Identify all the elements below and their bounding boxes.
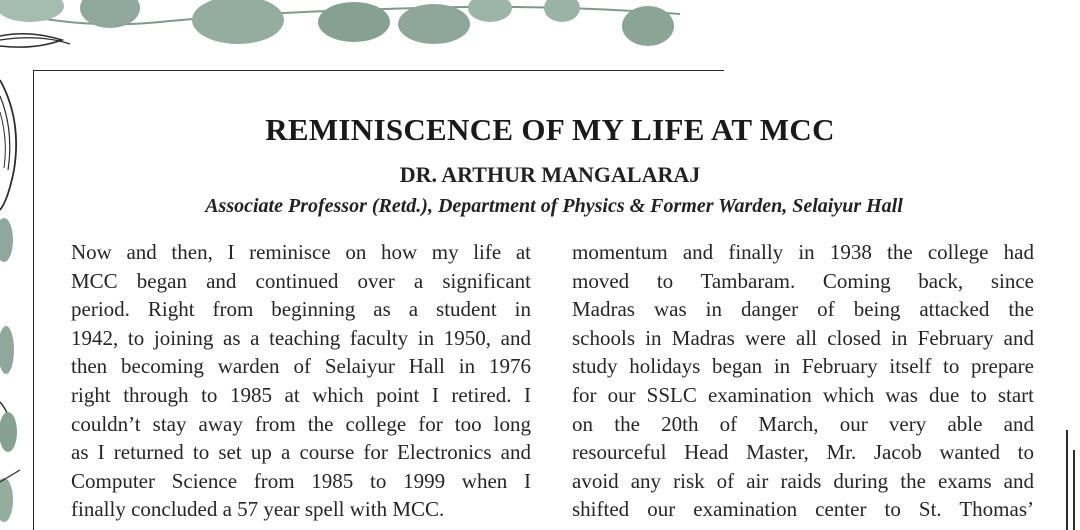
text-line: finally concluded a 57 year spell with MCC. <box>71 497 445 522</box>
frame-gap <box>724 69 1080 72</box>
article-title: REMINISCENCE OF MY LIFE AT MCC <box>265 112 835 147</box>
text-line: shifted our examination center to St. Thomas’ <box>572 497 1034 522</box>
text-line: Madras was in danger of being attacked the <box>572 297 1034 322</box>
text-line: momentum and finally in 1938 the college had <box>572 240 1034 264</box>
top-eucalyptus-branch-icon <box>0 0 680 47</box>
text-line: 1942, to joining as a teaching faculty in 1950, and <box>71 325 531 350</box>
body-column-right <box>572 238 1034 524</box>
text-line: couldn’t stay away from the college for too long <box>71 411 531 436</box>
text-line: schools in Madras were all closed in February and <box>572 325 1034 350</box>
text-line: study holidays began in February itself to prepare <box>572 354 1034 379</box>
text-line: right through to 1985 at which point I retired. I <box>71 382 531 407</box>
author-affiliation: Associate Professor (Retd.), Department of Physics & Former Warden, Selaiyur Hall <box>205 195 903 217</box>
body-column-left <box>71 238 531 524</box>
author-name: DR. ARTHUR MANGALARAJ <box>399 162 701 187</box>
text-line: for our SSLC examination which was due to start <box>572 382 1034 407</box>
text-line: moved to Tambaram. Coming back, since <box>572 268 1034 293</box>
text-line: period. Right from beginning as a student in <box>71 297 531 322</box>
text-line: as I returned to set up a course for Electronics and <box>71 440 531 465</box>
text-line: Computer Science from 1985 to 1999 when I <box>71 468 531 493</box>
text-line: MCC began and continued over a significant <box>71 268 531 293</box>
text-line: resourceful Head Master, Mr. Jacob wanted to <box>572 440 1034 465</box>
text-line: avoid any risk of air raids during the exams and <box>572 468 1034 493</box>
text-line: then becoming warden of Selaiyur Hall in 1976 <box>71 354 531 379</box>
text-line: on the 20th of March, our very able and <box>572 411 1034 436</box>
text-line: Now and then, I reminisce on how my life at <box>71 240 531 264</box>
